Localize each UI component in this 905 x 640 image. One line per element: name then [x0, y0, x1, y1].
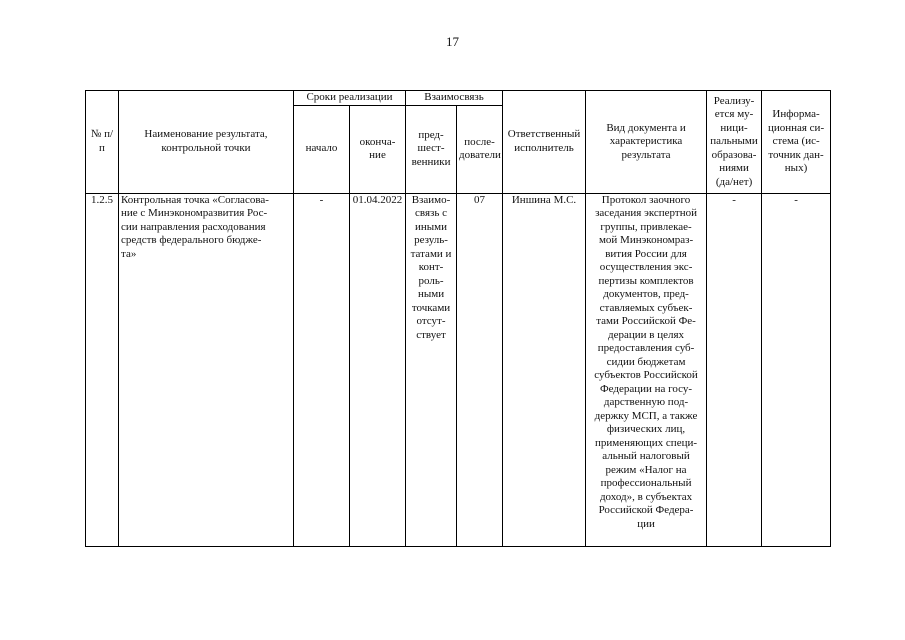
header-municipal: Реализу- ется му- ници- пальными образова- ниями (да/нет): [707, 91, 762, 194]
header-name: Наименование результата, контрольной точки: [119, 91, 294, 194]
row-municipal: -: [707, 193, 762, 546]
row-start: -: [294, 193, 350, 546]
header-end: оконча- ние: [350, 105, 406, 193]
header-start: начало: [294, 105, 350, 193]
header-row-1: [86, 91, 831, 106]
row-info-system: -: [762, 193, 831, 546]
results-table: [85, 90, 831, 547]
header-terms-group: Сроки реализации: [294, 91, 406, 106]
row-successors: 07: [457, 193, 503, 546]
row-doc-type: Протокол заочного заседания экспертной группы, привлекае- мой Минэкономраз- вития России для осуществления экс- пертизы комплектов документов, пред- ставляемых субъек- тами Российской Фе- дерации в целях предоставления суб- сидии бюджетам субъектов Российской Федерации на госу- дарственную под- держку МСП, а также физических лиц, применяющих специ- альный налоговый режим «Налог на профессиональный доход», в субъектах Российской Федера- ции: [586, 193, 707, 546]
table-row: [86, 193, 831, 546]
header-relations-group: Взаимосвязь: [406, 91, 503, 106]
header-predecessors: пред- шест- венники: [406, 105, 457, 193]
row-executor: Иншина М.С.: [503, 193, 586, 546]
header-executor: Ответственный исполнитель: [503, 91, 586, 194]
row-end: 01.04.2022: [350, 193, 406, 546]
page-number: 17: [446, 34, 459, 49]
row-num: 1.2.5: [86, 193, 119, 546]
header-info-system: Информа- ционная си- стема (ис- точник дан- ных): [762, 91, 831, 194]
header-successors: после- дователи: [457, 105, 503, 193]
header-num: № п/п: [86, 91, 119, 194]
row-name: Контрольная точка «Согласова- ние с Минэкономразвития Рос- сии направления расходования средств федерального бюдже- та»: [119, 193, 294, 546]
row-predecessors: Взаимо- связь с иными резуль- татами и конт- роль- ными точками отсут- ствует: [406, 193, 457, 546]
header-doc-type: Вид документа и характеристика результата: [586, 91, 707, 194]
